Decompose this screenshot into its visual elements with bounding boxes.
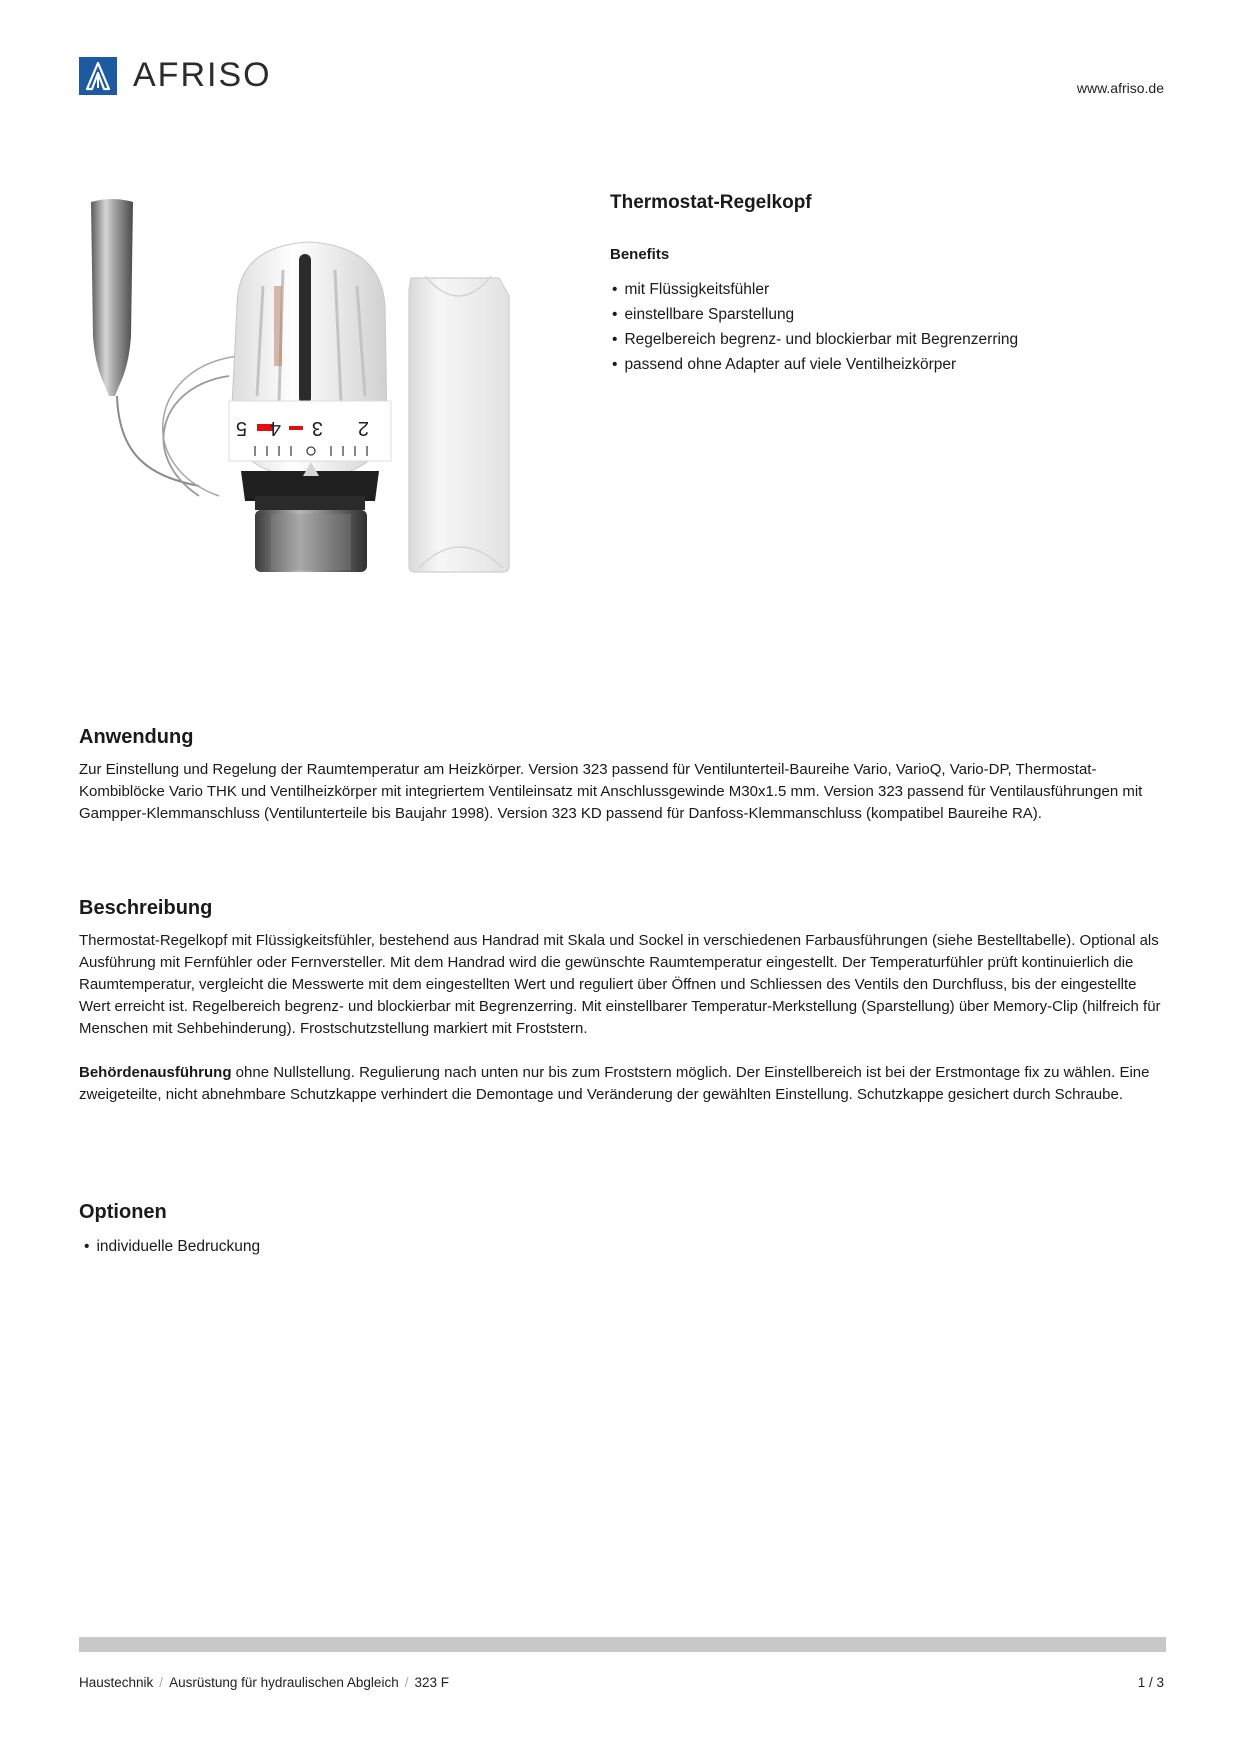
product-title: Thermostat-Regelkopf [610, 192, 812, 213]
benefits-list [612, 277, 1018, 377]
section-beschreibung [79, 897, 1166, 1106]
thermostat-head-icon [79, 196, 589, 648]
dial-number-3: 3 [311, 417, 323, 439]
benefit-item: • passend ohne Adapter auf viele Ventilheizkörper [612, 352, 1018, 377]
anwendung-text: Zur Einstellung und Regelung der Raumtemperatur am Heizkörper. Version 323 passend für Ventilunterteil-Baureihe Vario, VarioQ, Vario-DP, Thermostat-Kombiblöcke Vario THK und Ventilheizkörper mit integriertem Ventileinsatz mit Anschlussgewinde M30x1.5 mm. Version 323 passend für Ventilausführungen mit Gampper-Klemmanschluss (Ventilunterteile bis Baujahr 1998). Version 323 KD passend für Danfoss-Klemmanschluss (kompatibel Baureihe RA). [79, 761, 1143, 822]
behoerden-description: ohne Nullstellung. Regulierung nach unten nur bis zum Froststern möglich. Der Einstellbereich ist bei der Erstmontage fix zu wählen. Eine zweigeteilte, nicht abnehmbare Schutzkappe verhindert die Demontage und Veränderung der gewählten Einstellung. Schutzkappe gesichert durch Schraube. [79, 1064, 1150, 1103]
beschreibung-heading: Beschreibung [79, 897, 213, 919]
beschreibung-text: Thermostat-Regelkopf mit Flüssigkeitsfühler, bestehend aus Handrad mit Skala und Sockel in verschiedenen Farbausführungen (siehe Bestelltabelle). Optional als Ausführung mit Fernfühler oder Fernversteller. Mit dem Handrad wird die gewünschte Raumtemperatur eingestellt. Der Temperaturfühler prüft kontinuierlich die Raumtemperatur, vergleicht die Messwerte mit dem eingestellten Wert und reguliert über Öffnen und Schliessen des Ventils den Durchfluss, bis der eingestellte Wert erreicht ist. Regelbereich begrenz- und blockierbar mit Begrenzerring. Mit einstellbarer Temperatur-Merkstellung (Sparstellung) über Memory-Clip (hilfreich für Menschen mit Sehbehinderung). Frostschutzstellung markiert mit Froststern. [79, 932, 1161, 1037]
breadcrumb-separator: / [404, 1675, 409, 1690]
dial-number-5: 5 [235, 417, 247, 439]
afriso-logo-icon [79, 57, 117, 95]
breadcrumb-item[interactable]: Haustechnik [79, 1675, 154, 1690]
breadcrumb-item[interactable]: Ausrüstung für hydraulischen Abgleich [169, 1675, 399, 1690]
behoerden-text [79, 1062, 1166, 1106]
section-optionen [79, 1201, 1166, 1259]
dial-number-4: 4 [269, 417, 281, 439]
benefit-item: • mit Flüssigkeitsfühler [612, 277, 1018, 302]
product-image [79, 196, 589, 648]
section-anwendung [79, 726, 1166, 825]
optionen-heading: Optionen [79, 1201, 167, 1223]
breadcrumb-separator: / [159, 1675, 164, 1690]
benefit-item: • Regelbereich begrenz- und blockierbar mit Begrenzerring [612, 327, 1018, 352]
breadcrumb [79, 1675, 449, 1690]
options-list [79, 1234, 1166, 1259]
brand-name: AFRISO [133, 56, 272, 94]
option-item: • individuelle Bedruckung [84, 1234, 1166, 1259]
benefits-heading: Benefits [610, 246, 670, 263]
benefit-item: • einstellbare Sparstellung [612, 302, 1018, 327]
behoerden-label: Behördenausführung [79, 1064, 232, 1081]
website-link[interactable]: www.afriso.de [1076, 80, 1164, 96]
dial-number-2: 2 [357, 417, 369, 439]
anwendung-heading: Anwendung [79, 726, 194, 748]
page-number: 1 / 3 [1137, 1675, 1164, 1690]
footer-divider [79, 1637, 1166, 1652]
breadcrumb-item: 323 F [414, 1675, 449, 1690]
afriso-logo[interactable] [79, 56, 272, 95]
